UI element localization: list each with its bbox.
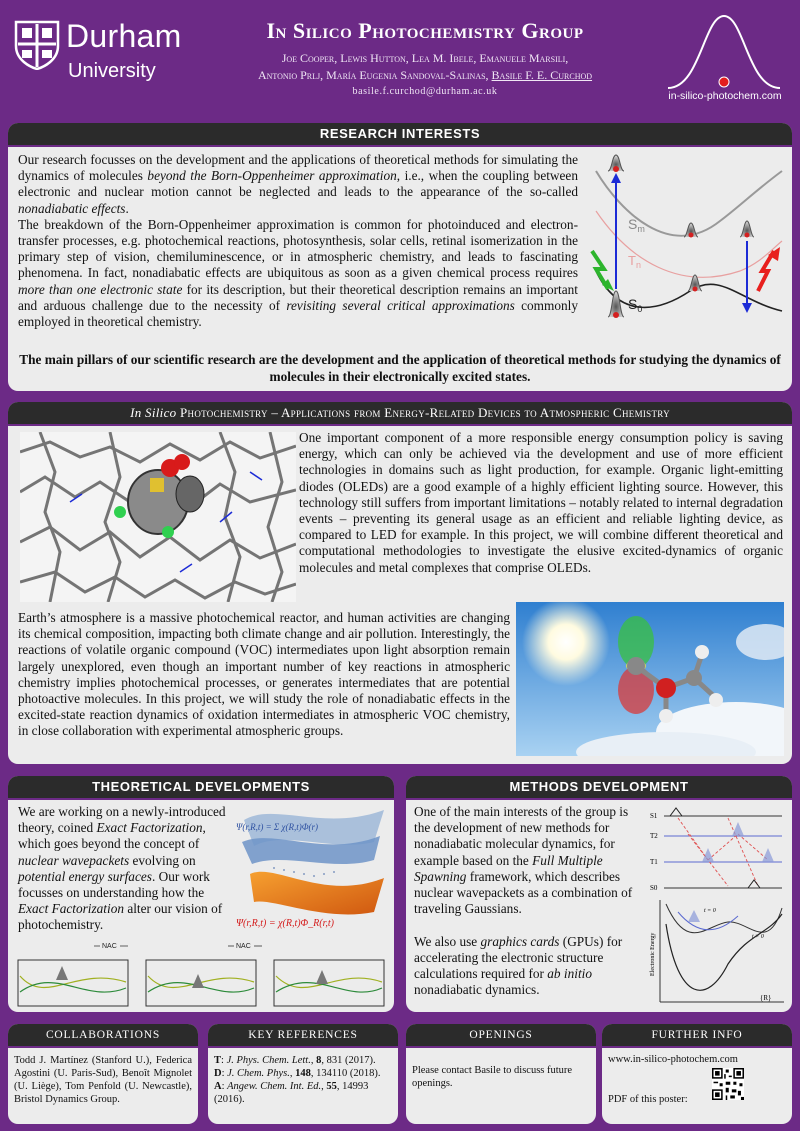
s1-label: S1 (650, 812, 658, 820)
insilico-applications-panel (8, 402, 792, 764)
research-p2-text: The breakdown of the Born-Oppenheimer approximation is common for photoinduced and electron-transfer processes, e.g. photochemical reactions, photosynthesis, solar cells, retinal isomerization in the primary step of vision, chemiluminescence, or in atmospheric chemistry, and leads to fascinating phenomena. In fact, nonadiabatic effects are ubiquitous as soon as a given chemical process requires (18, 216, 578, 281)
research-main-pillars: The main pillars of our scientific research are the development and the application of theoretical methods for studying the dynamics of molecules in their electronically excited states. (19, 352, 781, 384)
tn-label: $T_n$ (628, 253, 641, 270)
methods-text (414, 804, 646, 998)
wavepacket-dot (613, 166, 619, 172)
theory-em: Exact Factorization (18, 901, 124, 917)
ref-label: T (214, 1055, 222, 1066)
key-references-panel (208, 1024, 398, 1124)
theory-text-span: . Our work focusses on understanding how the (18, 868, 210, 901)
surface-exact (250, 872, 384, 915)
methods-heading: METHODS DEVELOPMENT (406, 776, 792, 800)
s0-label: S0 (650, 884, 658, 892)
refs-body: T: J. Phys. Chem. Lett., 8, 831 (2017). D: J. Chem. Phys., 148, 134110 (2018). A: Angew. Chem. Int. Ed., 55, 14993 (2016). (214, 1055, 381, 1105)
research-p2-em: more than one electronic state (18, 281, 183, 297)
ref-pages: , 14993 (2016). (214, 1081, 369, 1105)
sm-label: $S_m$ (628, 216, 645, 234)
methods-em: ab initio (547, 966, 592, 982)
durham-university-logo (14, 20, 204, 100)
insilico-heading-rest: Photochemistry – Applications from Energy-Related Devices to Atmospheric Chemistry (176, 405, 670, 420)
further-info-panel (602, 1024, 792, 1124)
exact-factorization-figure (234, 802, 390, 932)
methods-text-span: One of the main interests of the group is the development of new methods for nonadiabatic molecular dynamics, for example based on the (414, 804, 629, 868)
contact-email[interactable]: basile.f.curchod@durham.ac.uk (352, 86, 498, 97)
nac-dynamics-plots (16, 936, 386, 1008)
t2-label: T2 (650, 832, 658, 840)
research-heading: RESEARCH INTERESTS (8, 123, 792, 147)
theory-text-span: evolving on (129, 852, 196, 868)
sun (522, 602, 610, 686)
poster-title: In Silico Photochemistry Group (266, 18, 584, 43)
research-p2-em: revisiting several critical approximations (286, 297, 515, 313)
tn-surface (596, 211, 782, 277)
research-p1-text: , i.e., when the coupling between electronic and nuclear motion cannot be neglected and leads to the appearance of the so-called (18, 168, 578, 200)
t0-label: t = 0 (704, 908, 716, 914)
theory-em: nuclear wavepackets (18, 852, 130, 868)
ref-label: D (214, 1068, 222, 1079)
research-text (18, 152, 578, 330)
oxygen-atom (656, 678, 676, 698)
theory-heading: THEORETICAL DEVELOPMENTS (8, 776, 394, 800)
r-axis-label: {R} (760, 994, 772, 1002)
openings-body: Please contact Basile to discuss future openings. (412, 1065, 573, 1089)
theoretical-developments-panel (8, 776, 394, 1012)
research-p1-em: beyond the Born-Oppenheimer approximation (147, 168, 397, 184)
theory-em: potential energy surfaces (18, 868, 152, 884)
theory-text-span: , which goes beyond the concept of (18, 820, 206, 852)
ref-volume: 8 (316, 1055, 322, 1066)
qr-code-icon[interactable] (712, 1068, 744, 1100)
ref-journal: J. Chem. Phys. (227, 1068, 290, 1079)
authors-line-2: Antonio Prlj, María Eugenia Sandoval-Salinas, (257, 68, 492, 82)
s0-label: $S_0$ (628, 296, 643, 314)
atmosphere-paragraph: Earth’s atmosphere is a massive photochemical reactor, and human activities are changing its chemical composition, impacting both climate change and air pollution. Interestingly, the reactions of volatile organic compound (VOC) intermediates upon light absorption remain largely unexplored, even though an important number of key reactions in atmospheric chemistry implies photochemical processes, or generates intermediates that are potential photoactive molecules. In this project, we will study the role of nonadiabatic effects in the excited-state reaction dynamics of oxidation intermediates in atmospheric VOC chemistry, in close collaboration with experimental atmospheric groups. (18, 610, 510, 739)
spawning-diagram (648, 804, 788, 1008)
atmospheric-molecule-image (516, 602, 784, 756)
info-website-link[interactable]: www.in-silico-photochem.com (608, 1054, 738, 1065)
equation-exact: Ψ(r,R,t) = χ(R,t)Φ_R(r,t) (236, 918, 334, 929)
ref-volume: 148 (295, 1068, 311, 1079)
methods-em: Full Multiple Spawning (414, 852, 603, 884)
ref-journal: Angew. Chem. Int. Ed. (227, 1081, 322, 1092)
potential-energy-surface-figure (590, 151, 786, 329)
methods-text-span: (GPUs) for accelerating the electronic structure calculations required for (414, 933, 623, 982)
website-link[interactable]: in-silico-photochem.com (668, 90, 782, 102)
ref-pages: , 134110 (2018). (310, 1068, 381, 1079)
collab-heading: COLLABORATIONS (8, 1024, 198, 1048)
ref-volume: 55 (326, 1081, 337, 1092)
info-heading: FURTHER INFO (602, 1024, 792, 1048)
research-p1-text: . (125, 200, 129, 216)
openings-panel (406, 1024, 596, 1124)
oled-paragraph: One important component of a more responsible energy consumption policy is saving energy, which can only be achieved via the development and use of more efficient technologies in domains such as light production, for example. Organic light-emitting diodes (OLEDs) are a good example of a highly efficient lighting source. However, this technology still suffers from important limitations – notably related to internal degradation events – preventing its general usage as an efficient and reliable lighting device, as compared to LED for example. In this project, we will combine different theoretical and computational methodologies to investigate the elusive excited-dynamics of organic molecules and metal complexes that comprise OLEDs. (299, 430, 783, 575)
nac-label: NAC (236, 943, 251, 950)
ref-label: A (214, 1081, 222, 1092)
research-p1-em: nonadiabatic effects (18, 200, 126, 216)
collab-body: Todd J. Martínez (Stanford U.), Federica Agostini (U. Paris-Sud), Benoît Mignolet (U. Liège), Tom Penfold (U. Newcastle), Bristol Dynamics Group. (14, 1055, 192, 1105)
tgt0-label: t > 0 (752, 934, 764, 940)
chlorine-atom (114, 506, 126, 518)
ref-journal: J. Phys. Chem. Lett. (226, 1055, 311, 1066)
research-p1-text: Our research focusses on the development and the applications of theoretical methods for simulating the dynamics of molecules (18, 152, 578, 184)
insilico-heading (8, 402, 792, 426)
collaborations-panel (8, 1024, 198, 1124)
pi-name: Basile F. E. Curchod (491, 68, 593, 82)
methods-development-panel (406, 776, 792, 1012)
energy-axis-label: Electronic Energy (650, 932, 656, 976)
theory-text (18, 804, 236, 934)
oled-molecule-image (20, 432, 296, 602)
theory-text-span: We are working on a newly-introduced theory, coined (18, 804, 226, 836)
methods-text-span: We also use (414, 933, 481, 949)
methods-text-span: nonadiabatic dynamics. (414, 982, 540, 998)
research-interests-panel (8, 123, 792, 391)
sulfur-atom (150, 478, 164, 492)
openings-heading: OPENINGS (406, 1024, 596, 1048)
nac-label: NAC (102, 943, 117, 950)
insilico-heading-italic: In Silico (130, 405, 177, 420)
research-p2-text: for its description, but their theoretical description remains an important and arduous challenge due to the necessity of (18, 281, 578, 313)
t1-label: T1 (650, 858, 658, 866)
authors-line-1: Joe Cooper, Lewis Hutton, Lea M. Ibele, Emanuele Marsili, (281, 51, 569, 65)
logo-university-text: University (68, 60, 156, 82)
author-list (200, 50, 650, 84)
theory-em: Exact Factorization (96, 820, 203, 836)
methods-em: graphics cards (480, 933, 560, 949)
research-p2-text: commonly employed in theoretical chemistry. (18, 297, 579, 330)
theory-text-span: alter our vision of photochemistry. (18, 901, 223, 933)
pdf-label: PDF of this poster: (608, 1094, 688, 1105)
durham-shield-icon (14, 20, 60, 70)
refs-heading: KEY REFERENCES (208, 1024, 398, 1048)
logo-durham-text: Durham (66, 18, 182, 54)
ref-pages: , 831 (2017). (321, 1055, 376, 1066)
methods-text-span: framework, which describes nuclear wavepackets as a combination of traveling Gaussians. (414, 868, 633, 917)
poster-header (0, 0, 800, 112)
equation-sum: Ψ(r,R,t) = Σ χ(R,t)Φ(r) (236, 822, 319, 832)
